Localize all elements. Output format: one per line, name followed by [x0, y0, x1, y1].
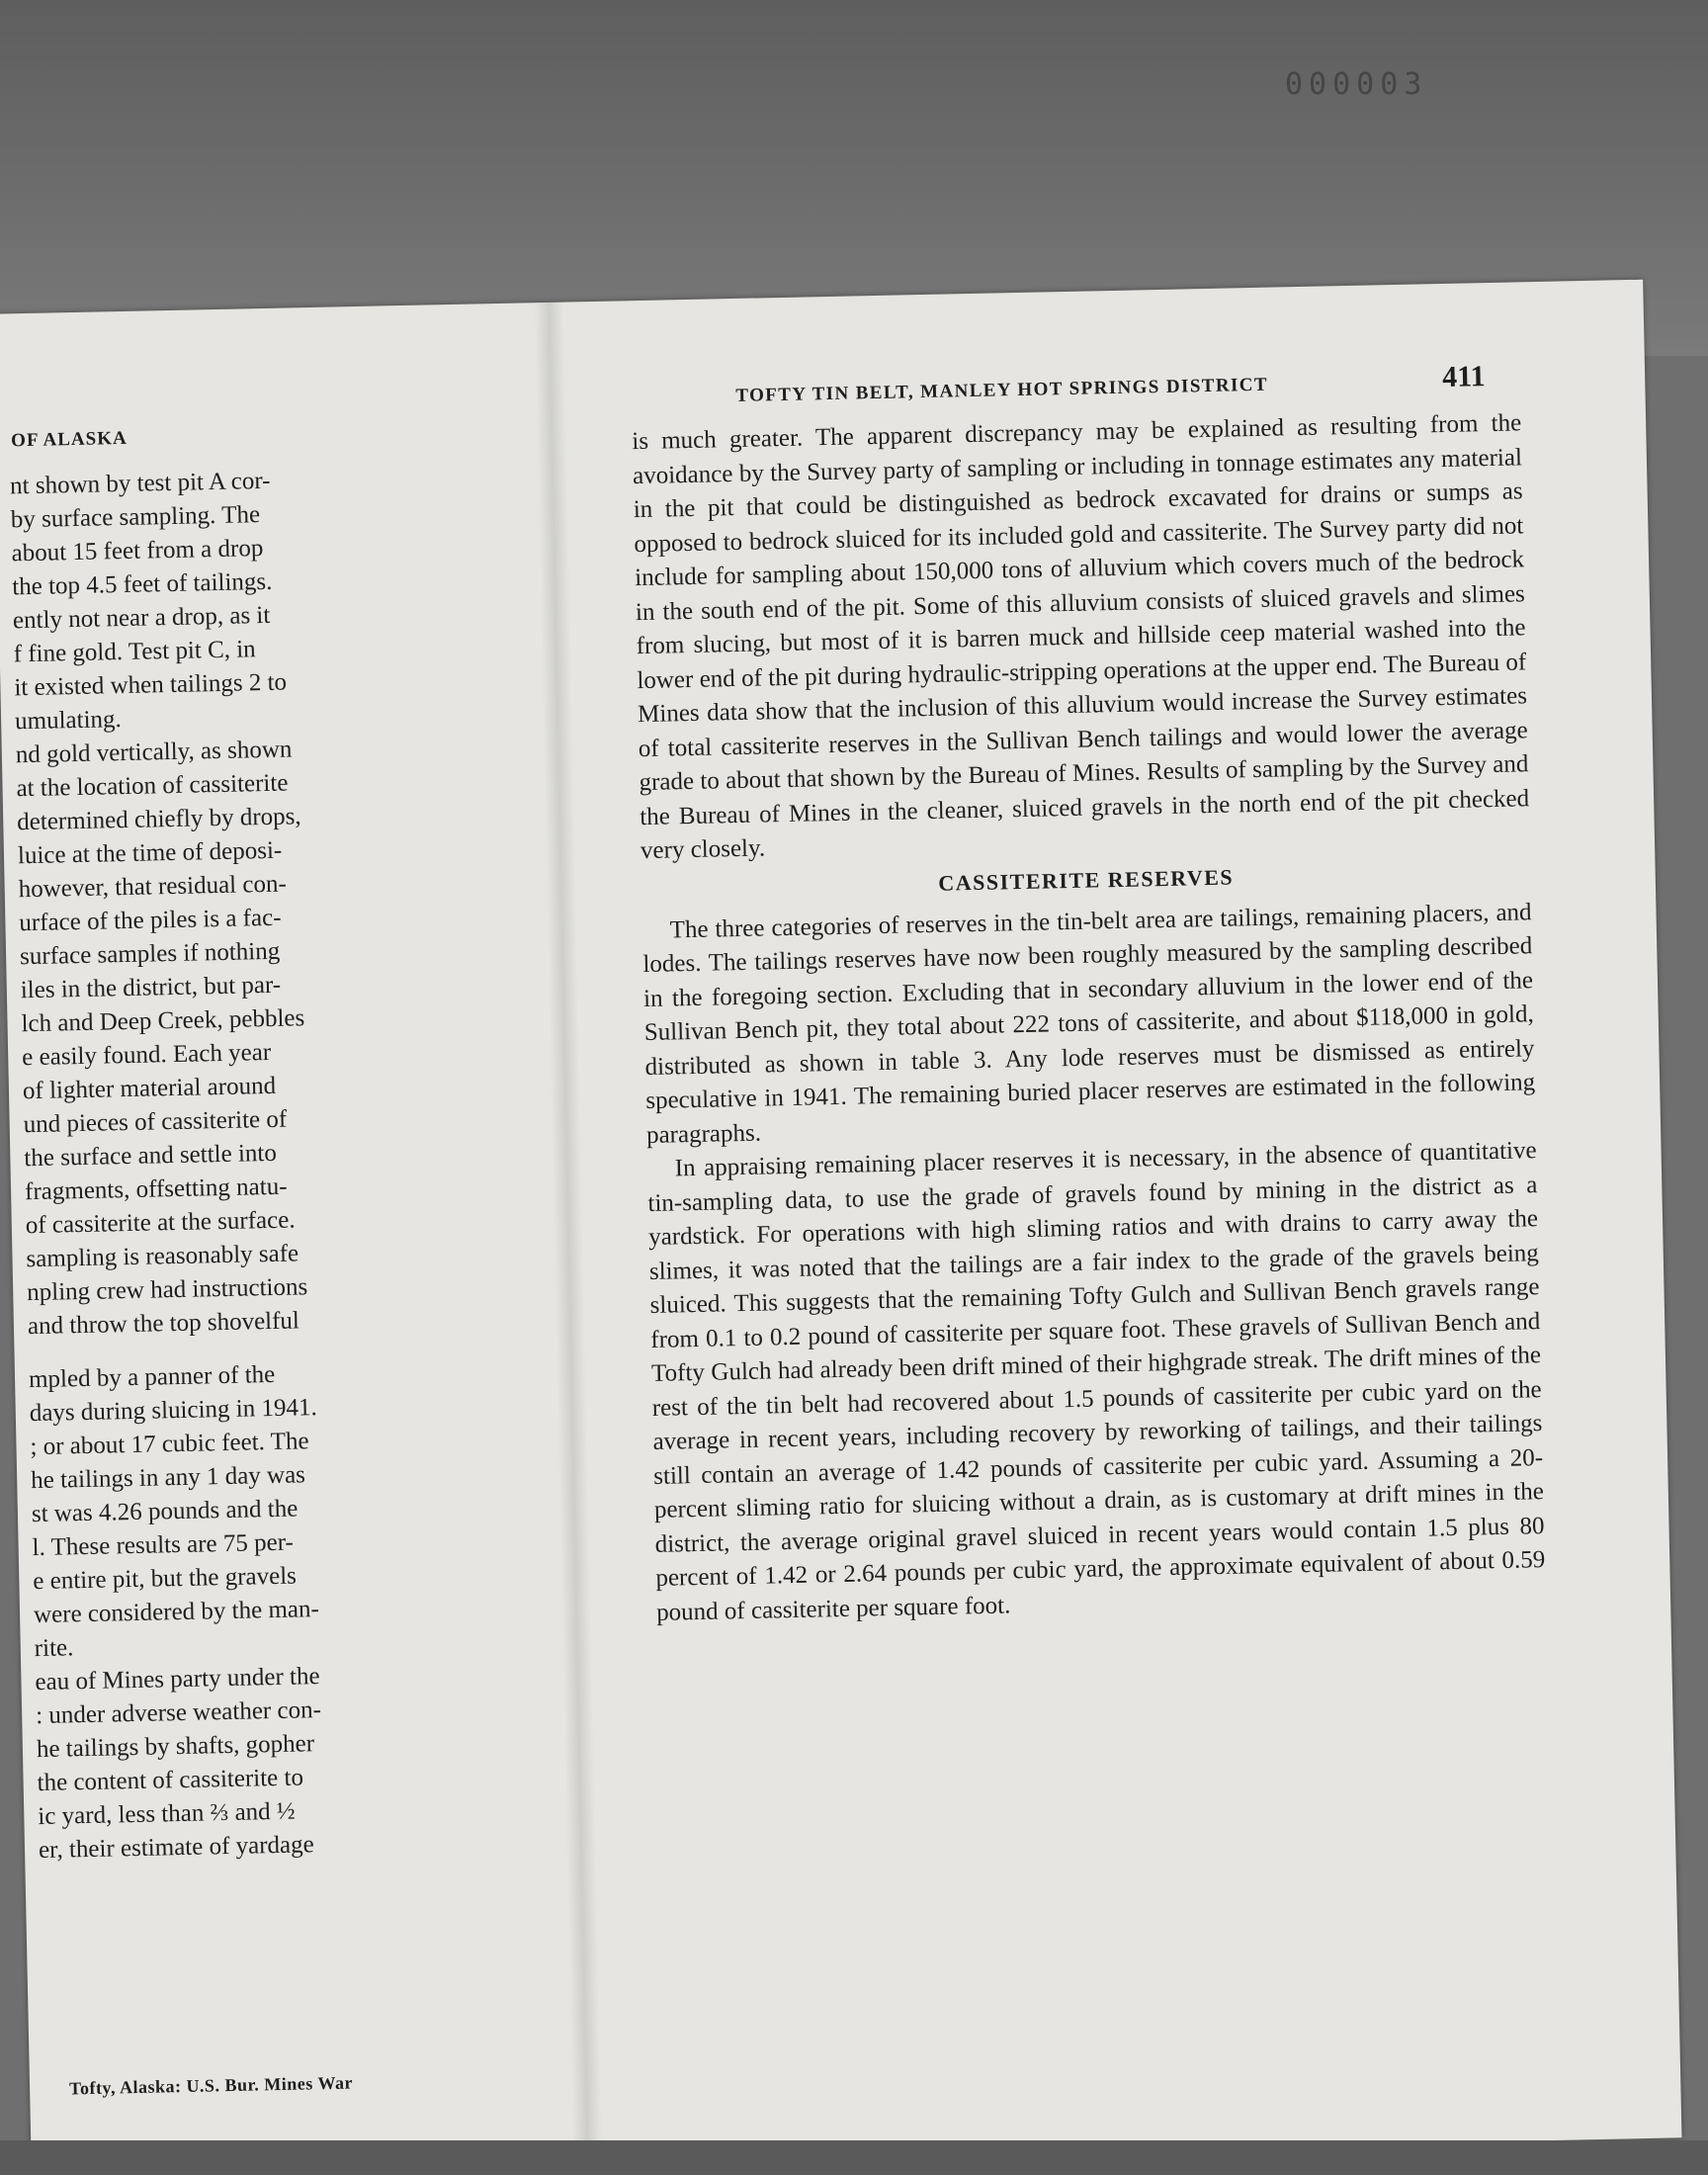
- left-line: nd gold vertically, as shown: [15, 736, 293, 769]
- left-line: days during sluicing in 1941.: [29, 1394, 317, 1428]
- left-footnote: Tofty, Alaska: U.S. Bur. Mines War: [68, 2072, 354, 2099]
- left-line: the top 4.5 feet of tailings.: [12, 567, 273, 601]
- left-line: umulating.: [14, 706, 123, 736]
- left-page-text: [10, 462, 435, 1868]
- section-heading: CASSITERITE RESERVES: [938, 864, 1235, 896]
- left-line: of lighter material around: [22, 1072, 277, 1105]
- left-line: sampling is reasonably safe: [26, 1240, 299, 1273]
- left-line: luice at the time of deposi-: [17, 836, 283, 870]
- left-line: nt shown by test pit A cor-: [9, 467, 271, 500]
- right-page-body: [632, 406, 1546, 1630]
- left-line: iles in the district, but par-: [20, 971, 282, 1004]
- paragraph: In appraising remaining placer reserves it is necessary, in the absence of quantitative tin-sampling data, to use the grade of gravels found by mining in the district as a yardstick. For operations with high sliming ratios and with drains to carry away the slimes, it was noted that the tailings are a fair index to the grade of the gravels being sluiced. This suggests that the remaining Tofty Gulch and Sullivan Bench gravels range from 0.1 to 0.2 pound of cassiterite per square foot. These gravels of Sullivan Bench and Tofty Gulch had already been drift mined of their highgrade streak. The drift mines of the rest of the tin belt had recovered about 1.5 pounds of cassiterite per cubic yard on the average in recent years, including recovery by reworking of tailings, and their tailings still contain an average of 1.42 pounds of cassiterite per cubic yard. Assuming a 20-percent sliming ratio for sluicing without a drain, as is customary at drift mines in the district, the average original gravel sluiced in recent years would contain 1.5 plus 80 percent of 1.42 or 2.64 pounds per cubic yard, the approximate equivalent of about 0.59 pound of cassiterite per square foot.: [647, 1137, 1546, 1626]
- left-line: mpled by a panner of the: [28, 1360, 276, 1394]
- left-line: he tailings by shafts, gopher: [36, 1730, 315, 1764]
- left-line: lch and Deep Creek, pebbles: [21, 1004, 305, 1038]
- left-line: st was 4.26 pounds and the: [31, 1495, 299, 1528]
- left-line: determined chiefly by drops,: [16, 803, 301, 836]
- paragraph: is much greater. The apparent discrepancy may be explained as resulting from the avoidance by the Survey party of sampling or including in tonnage estimates any material in the pit that could be distinguished as bedrock excavated for drains or sumps as opposed to bedrock sluiced for its included gold and cassiterite. The Survey party did not include for sampling about 150,000 tons of alluvium which covers much of the bedrock in the south end of the pit. Some of this alluvium consists of sluiced gravels and slimes from slucing, but most of it is barren muck and hillside ceep material washed into the lower end of the pit during hydraulic-stripping operations at the upper end. The Bureau of Mines data show that the inclusion of this alluvium would increase the Survey estimates of total cassiterite reserves in the Sullivan Bench tailings and would lower the average grade to about that shown by the Bureau of Mines. Results of sampling by the Survey and the Bureau of Mines in the cleaner, sluiced gravels in the north end of the pit checked very closely.: [632, 409, 1530, 865]
- left-line: he tailings in any 1 day was: [30, 1461, 306, 1495]
- left-line: about 15 feet from a drop: [11, 535, 264, 567]
- left-line: rite.: [34, 1634, 74, 1663]
- left-line: e easily found. Each year: [21, 1038, 272, 1072]
- left-line: by surface sampling. The: [10, 501, 261, 534]
- left-line: l. These results are 75 per-: [32, 1528, 295, 1562]
- paragraph: The three categories of reserves in the tin-belt area are tailings, remaining placers, and lodes. The tailings reserves have now been roughly measured by the sampling described in the foregoing section. Excluding that in secondary alluvium in the lower end of the Sullivan Bench pit, they total about 222 tons of cassiterite, and about $118,000 in gold, distributed as shown in table 3. Any lode reserves must be dismissed as entirely speculative in 1941. The remaining buried placer reserves are estimated in the following paragraphs.: [642, 898, 1536, 1149]
- left-page: [0, 303, 573, 2172]
- left-line: : under adverse weather con-: [35, 1696, 322, 1730]
- scanner-background-bottom: [0, 2140, 1708, 2175]
- left-line: the surface and settle into: [24, 1139, 278, 1173]
- left-line: however, that residual con-: [18, 870, 288, 904]
- left-line: ently not near a drop, as it: [12, 601, 271, 635]
- left-line: and throw the top shovelful: [27, 1307, 300, 1341]
- left-line: the content of cassiterite to: [37, 1764, 304, 1797]
- left-line: urface of the piles is a fac-: [19, 904, 282, 937]
- left-line: of cassiterite at the surface.: [25, 1206, 296, 1240]
- page-stamp: 000003: [1285, 67, 1428, 102]
- left-line: und pieces of cassiterite of: [23, 1105, 288, 1139]
- right-page: [605, 282, 1592, 2160]
- left-line: eau of Mines party under the: [35, 1663, 320, 1696]
- left-line: ic yard, less than ⅔ and ½: [38, 1797, 296, 1831]
- left-line: fragments, offsetting natu-: [24, 1173, 288, 1206]
- left-line: it existed when tailings 2 to: [14, 668, 288, 702]
- left-line: at the location of cassiterite: [16, 769, 289, 803]
- left-running-head: OF ALASKA: [10, 427, 128, 452]
- page-number: 411: [1441, 360, 1486, 393]
- left-line: were considered by the man-: [33, 1596, 320, 1629]
- running-head: TOFTY TIN BELT, MANLEY HOT SPRINGS DISTRICT: [735, 374, 1269, 406]
- left-line: er, their estimate of yardage: [38, 1831, 315, 1865]
- left-line: f fine gold. Test pit C, in: [13, 636, 256, 668]
- left-line: npling crew had instructions: [26, 1273, 308, 1307]
- book-spread: [0, 280, 1682, 2173]
- left-line: surface samples if nothing: [19, 937, 281, 971]
- left-line: ; or about 17 cubic feet. The: [30, 1428, 309, 1461]
- left-line: e entire pit, but the gravels: [33, 1562, 298, 1596]
